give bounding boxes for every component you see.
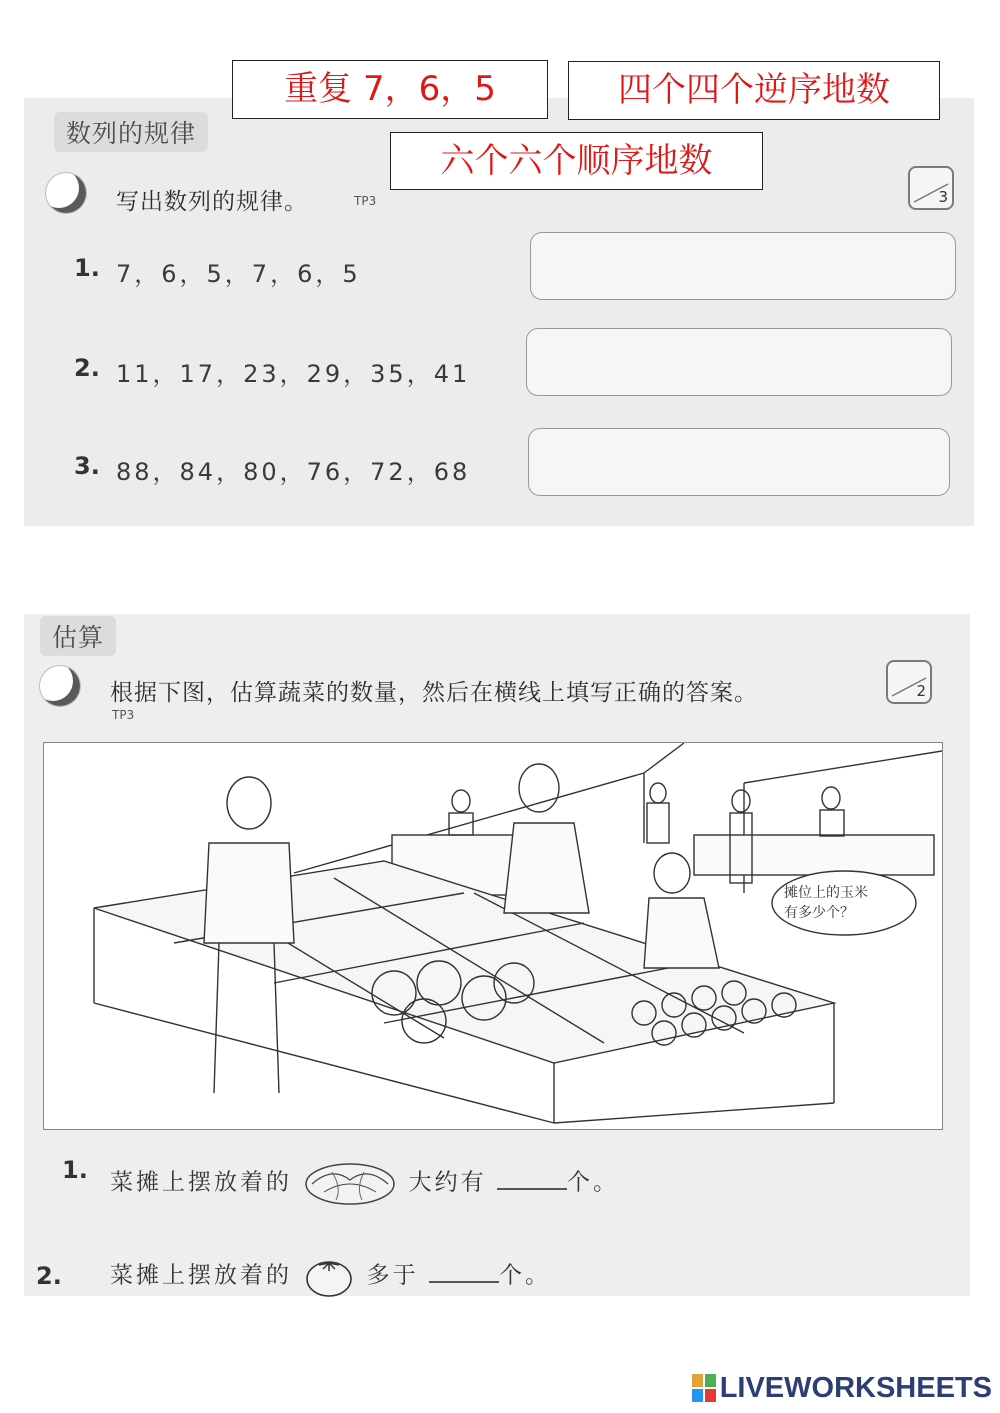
cabbage-icon [302,1158,398,1208]
answer-overlay-1[interactable]: 重复 7，6，5 [232,60,548,119]
instruction-text: 写出数列的规律。 [116,189,308,215]
score-box [908,166,954,210]
question-suffix: 个。 [498,1262,551,1289]
brand-text: LIVEWORKSHEETS [719,1372,992,1404]
sequence-text: 11，17，23，29，35，41 [116,360,471,388]
section-tag: 估算 [40,616,116,656]
instruction-text: 根据下图，估算蔬菜的数量，然后在横线上填写正确的答案。 [110,680,758,706]
answer-box-2[interactable] [526,328,952,396]
answer-box-3[interactable] [528,428,950,496]
market-illustration [43,742,943,1130]
question-number: 2. [36,1262,62,1290]
score-box [886,660,932,704]
answer-box-1[interactable] [530,232,956,300]
question-suffix: 个。 [566,1169,619,1196]
sequence-text: 7，6，5，7，6，5 [116,260,361,288]
question-line-1 [110,1158,619,1208]
market-scene-drawing [44,743,942,1129]
question-prefix: 菜摊上摆放着的 [110,1169,292,1196]
tp-label: TP3 [354,194,377,208]
question-prefix: 菜摊上摆放着的 [110,1262,292,1289]
question-number: 2. [74,354,100,382]
answer-blank-1[interactable] [497,1170,567,1190]
answer-blank-2[interactable] [429,1263,499,1283]
lightbulb-icon [46,173,86,213]
section-tag: 数列的规律 [54,112,208,152]
score-value: 2 [916,682,926,700]
speech-bubble-text: 摊位上的玉米 有多少个？ [784,885,868,921]
liveworksheets-logo-icon [692,1374,716,1402]
question-number: 3. [74,452,100,480]
tp-label: TP3 [112,708,135,722]
score-value: 3 [938,188,948,206]
answer-overlay-2[interactable]: 四个四个逆序地数 [568,61,940,120]
lightbulb-icon [40,666,80,706]
question-middle: 大约有 [408,1169,487,1196]
question-middle: 多于 [366,1262,419,1289]
brand-logo [692,1372,992,1405]
question-line-2 [110,1254,551,1298]
answer-overlay-3[interactable]: 六个六个顺序地数 [390,132,763,190]
tomato-icon [302,1254,356,1298]
question-number: 1. [74,254,100,282]
sequence-text: 88，84，80，76，72，68 [116,458,471,486]
question-number: 1. [62,1156,88,1184]
